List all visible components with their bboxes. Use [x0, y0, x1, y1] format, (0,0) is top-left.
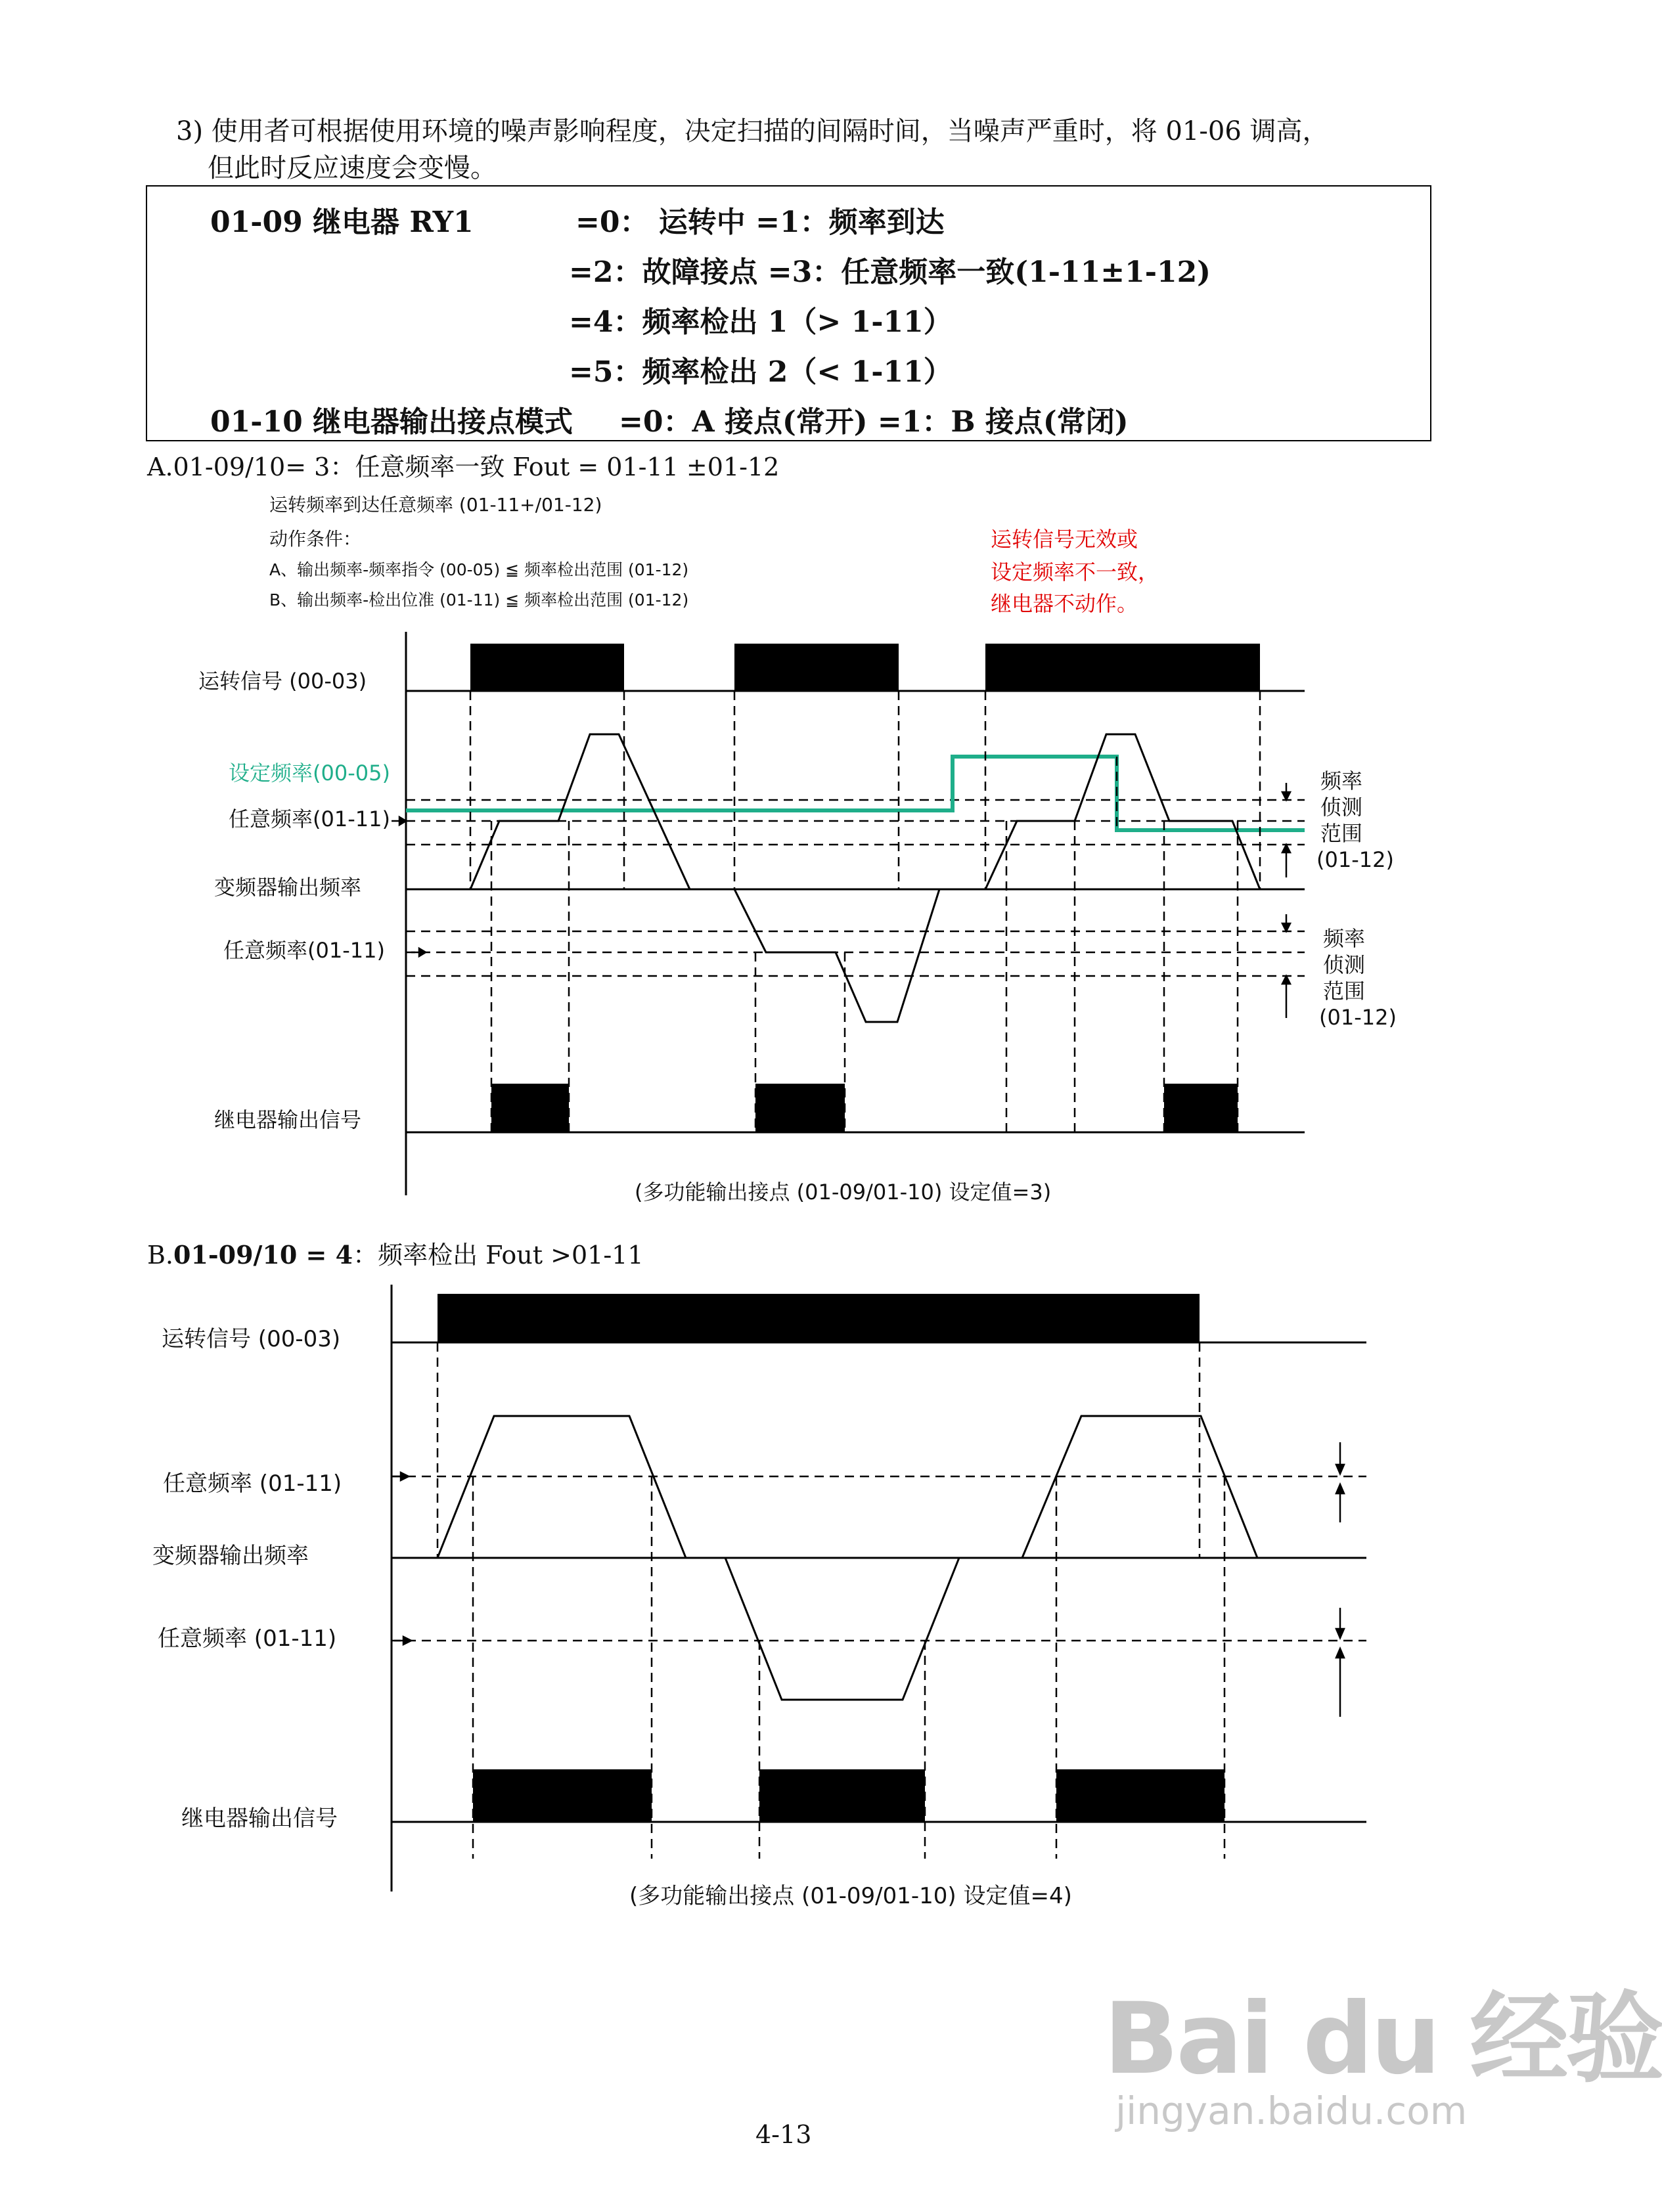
watermark-brand: Bai du 经验 [1104, 1982, 1662, 2096]
param-01-10-label: 01-10 继电器输出接点模式 [210, 405, 573, 439]
diagram-a-cond-b: B、输出频率-检出位准 (01-11) ≦ 频率检出范围 (01-12) [269, 590, 689, 609]
param-01-09-options-3: =4：频率检出 1（> 1-11） [569, 305, 953, 339]
any-freq-label-a2: 任意频率(01-11) [223, 938, 385, 963]
range-arrow-head-b [1336, 1629, 1344, 1638]
caption-b-bold: 01-09/10 = 4 [173, 1240, 353, 1270]
relay-pulse-b2 [759, 1769, 925, 1822]
diagram-a-footer: (多功能输出接点 (01-09/01-10) 设定值=3) [635, 1180, 1052, 1205]
set-freq-label: 设定频率(00-05) [229, 761, 390, 785]
diagram-a-title: 运转频率到达任意频率 (01-11+/01-12) [269, 494, 602, 516]
any-freq-label-b2: 任意频率 (01-11) [158, 1626, 337, 1652]
level-pointer-head-b [401, 1472, 409, 1480]
range2-b: 侦测 [1323, 952, 1366, 977]
run-pulse-b [438, 1294, 1200, 1342]
output-freq-label-a: 变频器输出频率 [214, 875, 362, 900]
range-arrow-head-b [1336, 1465, 1344, 1474]
param-01-09-label: 01-09 继电器 RY1 [210, 206, 474, 239]
caption-b-prefix: B. [147, 1241, 174, 1270]
range2-a: 频率 [1323, 926, 1366, 951]
caption-b-rest: ：频率检出 Fout >01-11 [353, 1241, 644, 1270]
range2-d: (01-12) [1319, 1005, 1397, 1030]
page-number: 4-13 [755, 2120, 812, 2149]
param-01-09-options-2: =2：故障接点 =3：任意频率一致(1-11±1-12) [569, 255, 1211, 289]
param-01-10-options: =0：A 接点(常开) =1：B 接点(常闭) [619, 405, 1129, 439]
diagram-a-cond-title: 动作条件： [269, 528, 362, 550]
range1-c: 范围 [1320, 821, 1363, 846]
level-pointer-head-b [403, 1637, 411, 1645]
note-line-2: 但此时反应速度会变慢。 [208, 153, 497, 183]
any-freq-label-b1: 任意频率 (01-11) [163, 1471, 342, 1497]
range-arrow-head-b [1336, 1484, 1344, 1493]
red-note-3: 继电器不动作。 [991, 591, 1138, 616]
red-note-1: 运转信号无效或 [991, 527, 1138, 552]
relay-pulse-b1 [473, 1769, 652, 1822]
diagram-b-footer: (多功能输出接点 (01-09/01-10) 设定值=4) [629, 1883, 1072, 1909]
note-line-1: 3) 使用者可根据使用环境的噪声影响程度，决定扫描的间隔时间，当噪声严重时，将 01-06 调高， [176, 116, 1329, 146]
param-01-09-options-1: =0： 运转中 =1：频率到达 [575, 206, 945, 239]
range1-d: (01-12) [1316, 847, 1394, 872]
relay-pulse-b3 [1056, 1769, 1224, 1822]
baidu-watermark [1104, 1982, 1662, 2133]
range-arrow-head-b [1336, 1648, 1344, 1658]
red-note-2: 设定频率不一致， [991, 560, 1159, 585]
watermark-url: jingyan.baidu.com [1115, 2089, 1468, 2133]
relay-signal-label-b: 继电器输出信号 [181, 1805, 338, 1832]
diagram-a-caption: A.01-09/10= 3：任意频率一致 Fout = 01-11 ±01-12 [147, 453, 780, 481]
any-freq-label-a1: 任意频率(01-11) [229, 807, 390, 831]
range1-a: 频率 [1320, 768, 1363, 793]
output-freq-label-b: 变频器输出频率 [152, 1543, 309, 1569]
diagram-a-cond-a: A、输出频率-频率指令 (00-05) ≦ 频率检出范围 (01-12) [269, 560, 689, 579]
run-signal-label-a: 运转信号 (00-03) [198, 669, 367, 694]
run-signal-label-b: 运转信号 (00-03) [162, 1326, 341, 1352]
relay-signal-label-a: 继电器输出信号 [214, 1107, 362, 1132]
range2-c: 范围 [1323, 979, 1366, 1004]
param-01-09-options-4: =5：频率检出 2（< 1-11） [569, 355, 953, 389]
range1-b: 侦测 [1320, 795, 1363, 820]
